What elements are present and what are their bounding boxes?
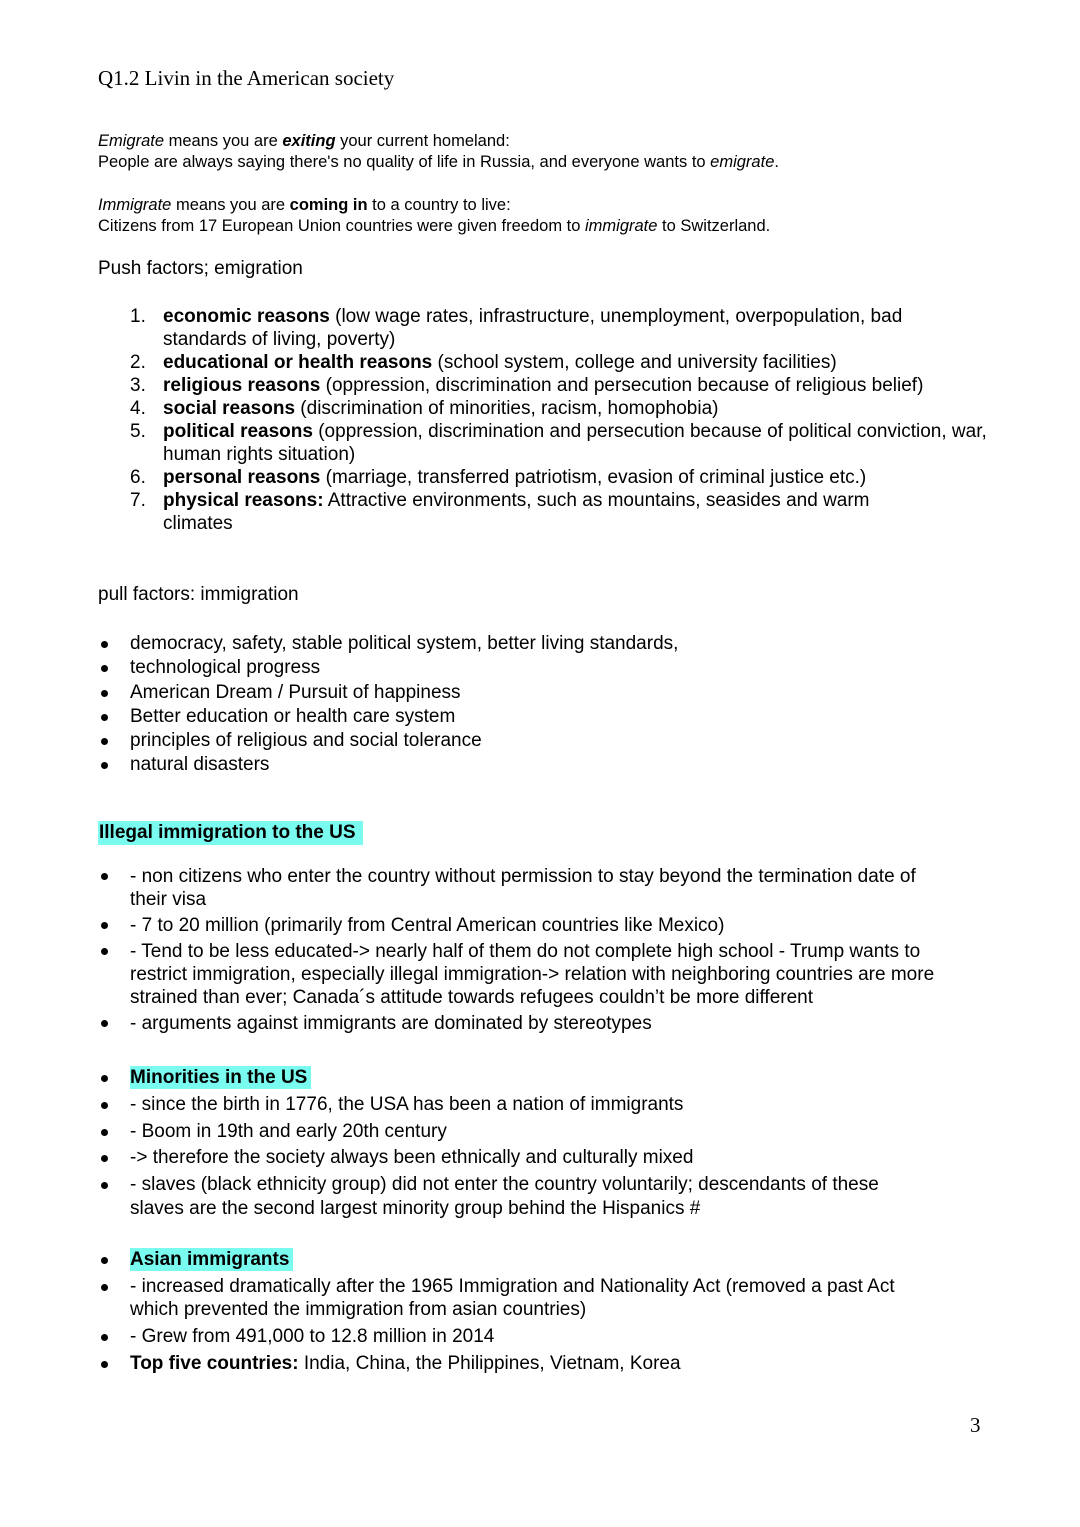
list-item: -> therefore the society always been ethnically and culturally mixed: [98, 1146, 978, 1170]
minorities-list: [98, 1066, 978, 1223]
pull-factors-list: [98, 632, 978, 778]
list-item: 2. educational or health reasons (school system, college and university facilities): [130, 352, 837, 373]
list-item: 1. economic reasons (low wage rates, infrastructure, unemployment, overpopulation, bad standards of living, poverty): [130, 306, 903, 350]
immigrate-example: Citizens from 17 European Union countries were given freedom to immigrate to Switzerland.: [98, 217, 771, 235]
immigrate-definition: [98, 195, 770, 237]
pull-factors-label: pull factors: immigration: [98, 584, 299, 605]
list-item: natural disasters: [98, 753, 978, 777]
emigrate-term: Emigrate: [98, 132, 165, 150]
asian-immigrants-list: [98, 1248, 978, 1379]
list-item: - Grew from 491,000 to 12.8 million in 2014: [98, 1325, 978, 1349]
list-item: 3. religious reasons (oppression, discrimination and persecution because of religious belief): [130, 375, 924, 396]
page-number: 3: [970, 1413, 981, 1437]
list-item: [98, 1066, 978, 1090]
list-item: democracy, safety, stable political system, better living standards,: [98, 632, 978, 656]
illegal-immigration-list: [98, 865, 978, 1038]
asian-immigrants-heading: Asian immigrants: [130, 1248, 293, 1271]
list-item: American Dream / Pursuit of happiness: [98, 681, 978, 705]
list-item: - non citizens who enter the country without permission to stay beyond the termination date of their visa: [98, 865, 978, 911]
emigrate-line: Emigrate means you are exiting your current homeland:: [98, 132, 510, 150]
emigrate-definition: [98, 131, 779, 173]
list-item: 4. social reasons (discrimination of minorities, racism, homophobia): [130, 398, 719, 419]
list-item: principles of religious and social tolerance: [98, 729, 978, 753]
list-item: - slaves (black ethnicity group) did not enter the country voluntarily; descendants of these slaves are the second largest minority group behind the Hispanics #: [98, 1173, 978, 1220]
list-item: - 7 to 20 million (primarily from Central American countries like Mexico): [98, 914, 978, 937]
list-item: Better education or health care system: [98, 705, 978, 729]
list-item: Top five countries: India, China, the Philippines, Vietnam, Korea: [98, 1352, 978, 1376]
minorities-heading: Minorities in the US: [130, 1066, 311, 1089]
page-title: Q1.2 Livin in the American society: [98, 66, 395, 90]
top-five-label: Top five countries:: [130, 1352, 299, 1374]
list-item: 6. personal reasons (marriage, transferred patriotism, evasion of criminal justice etc.): [130, 467, 867, 488]
list-item: - increased dramatically after the 1965 Immigration and Nationality Act (removed a past Act which prevented the immigration from asian countries): [98, 1275, 978, 1322]
emigrate-bold: exiting: [282, 132, 336, 150]
list-item: [98, 1248, 978, 1272]
list-item: 5. political reasons (oppression, discrimination and persecution because of political conviction, war, human rights situation): [130, 421, 987, 465]
list-item: - arguments against immigrants are dominated by stereotypes: [98, 1012, 978, 1035]
immigrate-term: Immigrate: [98, 196, 172, 214]
immigrate-line: Immigrate means you are coming in to a country to live:: [98, 196, 511, 214]
list-item: 7. physical reasons: Attractive environments, such as mountains, seasides and warm climates: [130, 490, 870, 534]
list-item: - since the birth in 1776, the USA has been a nation of immigrants: [98, 1093, 978, 1117]
push-factors-list: [130, 305, 990, 535]
emigrate-example: People are always saying there's no quality of life in Russia, and everyone wants to emigrate.: [98, 153, 779, 171]
list-item: - Tend to be less educated-> nearly half of them do not complete high school - Trump wants to restrict immigration, especially illegal immigration-> relation with neighboring countries are more strained than ever; Canada´s attitude towards refugees couldn’t be more different: [98, 940, 978, 1009]
illegal-immigration-heading: Illegal immigration to the US: [98, 821, 363, 845]
immigrate-bold: coming in: [289, 196, 368, 214]
list-item: technological progress: [98, 656, 978, 680]
push-factors-label: Push factors; emigration: [98, 258, 303, 279]
list-item: - Boom in 19th and early 20th century: [98, 1120, 978, 1144]
